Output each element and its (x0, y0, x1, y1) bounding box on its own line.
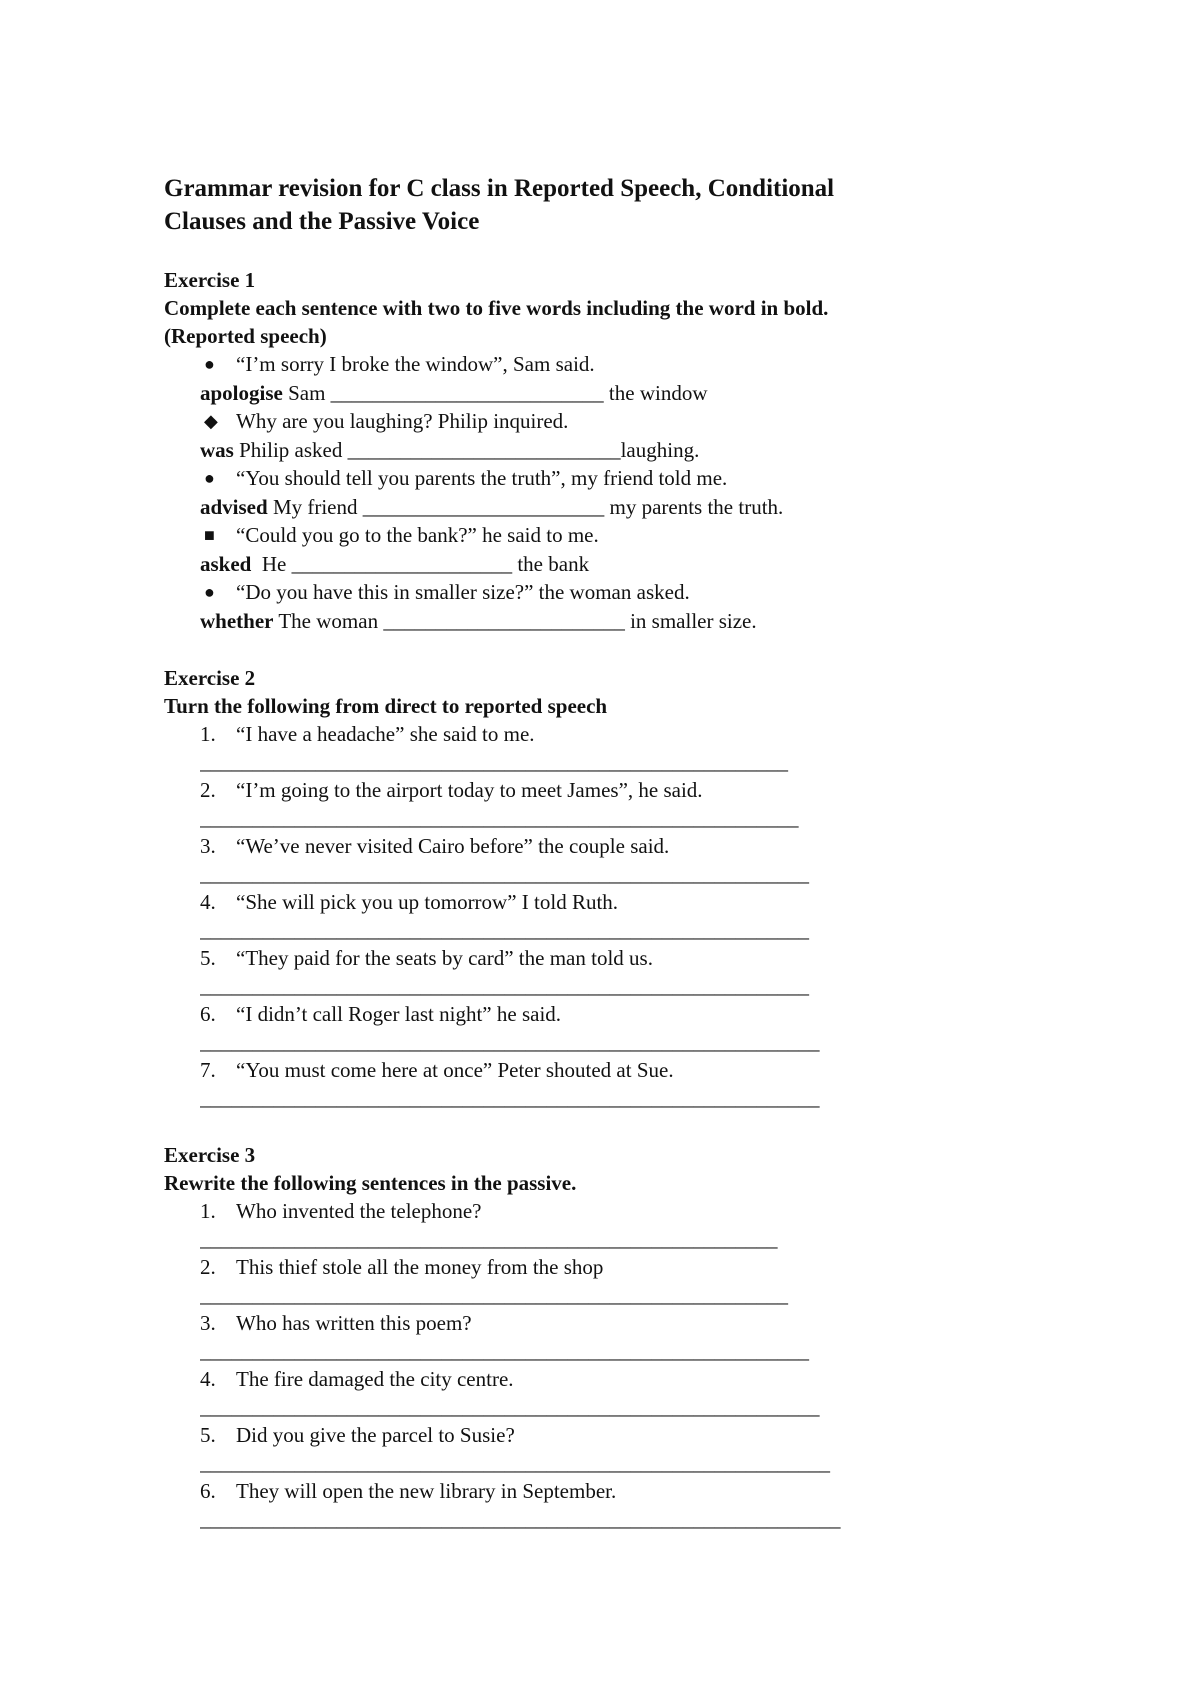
answer-line[interactable]: ___________________________________________________________ (200, 1030, 820, 1054)
keyword: apologise (200, 381, 283, 405)
exercise-3-instruction: Rewrite the following sentences in the passive. (164, 1171, 577, 1195)
exercise-1-item-sentence: ● “You should tell you parents the truth”, my friend told me. (200, 464, 1164, 493)
exercise-2-item: 6. “I didn’t call Roger last night” he said. (200, 1002, 562, 1026)
answer-line[interactable]: _______________________________________________________ (200, 1227, 778, 1251)
worksheet-page (164, 172, 1164, 1533)
exercise-2-heading: Exercise 2 (164, 666, 256, 690)
exercise-3-item: 6. They will open the new library in September. (200, 1479, 617, 1503)
answer-line[interactable]: ___________________________________________________________ (200, 1395, 820, 1419)
answer-line[interactable]: __________________________________________________________ (200, 974, 809, 998)
exercise-1-heading: Exercise 1 (164, 268, 256, 292)
exercise-1-item-answer: whether The woman _______________________ in smaller size. (200, 609, 757, 633)
exercise-3-item: 5. Did you give the parcel to Susie? (200, 1423, 515, 1447)
exercise-2 (164, 664, 1164, 1112)
exercise-2-item: 1. “I have a headache” she said to me. (200, 722, 535, 746)
exercise-3-heading: Exercise 3 (164, 1143, 256, 1167)
exercise-3-item: 3. Who has written this poem? (200, 1311, 472, 1335)
exercise-2-instruction: Turn the following from direct to reported speech (164, 694, 608, 718)
answer-line[interactable]: __________________________________________________________ (200, 918, 809, 942)
answer-line[interactable]: _________________________________________________________ (200, 806, 799, 830)
exercise-1-item-sentence: ■ “Could you go to the bank?” he said to me. (200, 521, 1164, 550)
title-line-2: Clauses and the Passive Voice (164, 208, 480, 235)
exercise-3 (164, 1141, 1164, 1533)
answer-line[interactable]: ________________________________________________________ (200, 750, 788, 774)
answer-line[interactable]: ____________________________________________________________ (200, 1451, 830, 1475)
exercise-2-item: 5. “They paid for the seats by card” the man told us. (200, 946, 653, 970)
answer-line[interactable]: ___________________________________________________________ (200, 1086, 820, 1110)
keyword: was (200, 438, 234, 462)
answer-line[interactable]: ________________________________________________________ (200, 1283, 788, 1307)
answer-line[interactable]: __________________________________________________________ (200, 862, 809, 886)
exercise-3-item: 4. The fire damaged the city centre. (200, 1367, 514, 1391)
bullet-icon: ◆ (204, 411, 218, 431)
exercise-1-item-answer: advised My friend _______________________ my parents the truth. (200, 495, 784, 519)
bullet-icon: ● (204, 582, 215, 602)
exercise-1-item-sentence: ● “Do you have this in smaller size?” the woman asked. (200, 578, 1164, 607)
exercise-1-instruction: Complete each sentence with two to five words including the word in bold. (164, 296, 829, 320)
exercise-1-item-answer: asked He _____________________ the bank (200, 552, 590, 576)
keyword: asked (200, 552, 252, 576)
title-line-1: Grammar revision for C class in Reported Speech, Conditional (164, 175, 835, 202)
keyword: whether (200, 609, 274, 633)
keyword: advised (200, 495, 268, 519)
exercise-1-item-answer: apologise Sam __________________________ the window (200, 381, 708, 405)
exercise-1-instruction-sub: (Reported speech) (164, 324, 327, 348)
exercise-2-item: 7. “You must come here at once” Peter shouted at Sue. (200, 1058, 674, 1082)
exercise-1 (164, 266, 1164, 635)
answer-line[interactable]: __________________________________________________________ (200, 1339, 809, 1363)
exercise-2-item: 3. “We’ve never visited Cairo before” the couple said. (200, 834, 670, 858)
answer-line[interactable]: _____________________________________________________________ (200, 1507, 841, 1531)
exercise-2-item: 4. “She will pick you up tomorrow” I told Ruth. (200, 890, 619, 914)
exercise-3-item: 1. Who invented the telephone? (200, 1199, 482, 1223)
exercise-2-item: 2. “I’m going to the airport today to meet James”, he said. (200, 778, 703, 802)
bullet-icon: ● (204, 354, 215, 374)
exercise-3-item: 2. This thief stole all the money from the shop (200, 1255, 604, 1279)
bullet-icon: ● (204, 468, 215, 488)
exercise-1-item-sentence: ◆ Why are you laughing? Philip inquired. (200, 407, 1164, 436)
exercise-1-item-sentence: ● “I’m sorry I broke the window”, Sam said. (200, 350, 1164, 379)
exercise-1-item-answer: was Philip asked __________________________laughing. (200, 438, 700, 462)
bullet-icon: ■ (204, 525, 215, 545)
